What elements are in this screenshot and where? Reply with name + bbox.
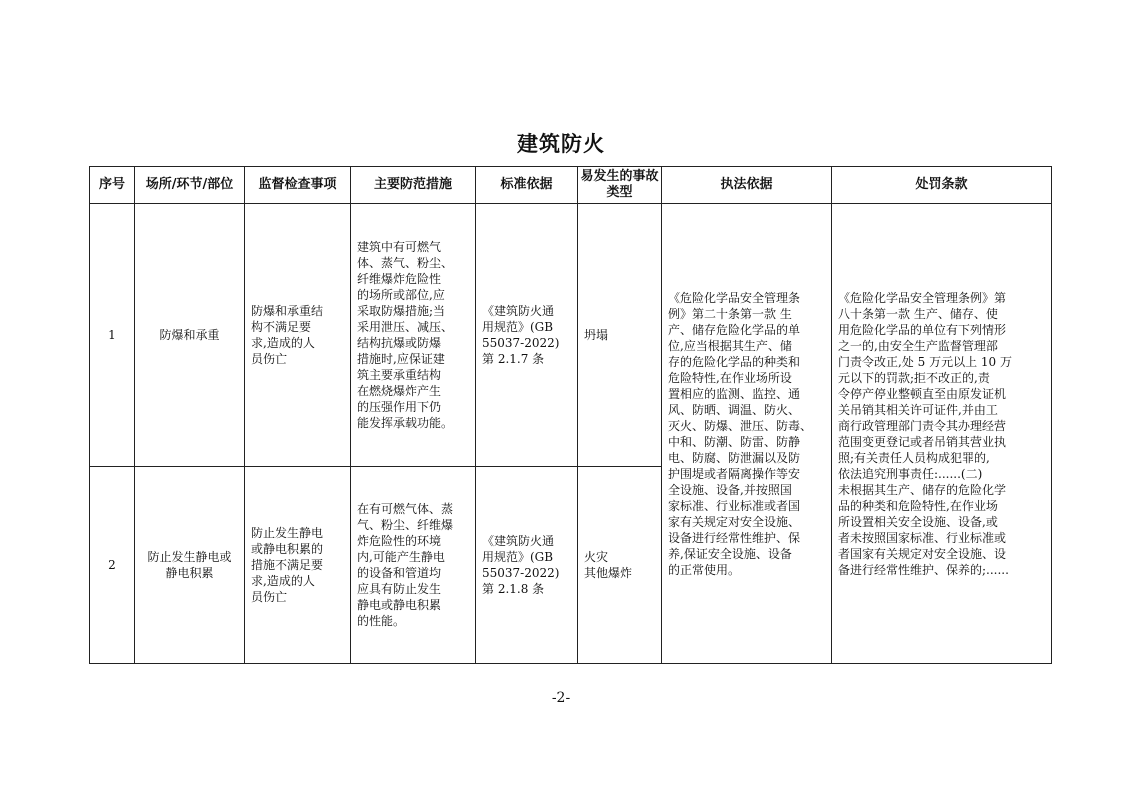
table-row — [90, 204, 1052, 467]
row-seq: 2 — [90, 467, 135, 664]
row-measures: 在有可燃气体、蒸 气、粉尘、纤维爆 炸危险性的环境 内,可能产生静电 的设备和管道均 应具有防止发生 静电或静电积累 的性能。 — [351, 467, 476, 664]
document-title: 建筑防火 — [517, 132, 605, 156]
row-accident-type: 坍塌 — [578, 204, 662, 467]
row-standard: 《建筑防火通 用规范》(GB 55037-2022) 第 2.1.7 条 — [476, 204, 578, 467]
row-seq: 1 — [90, 204, 135, 467]
legal-basis-cell: 《危险化学品安全管理条 例》第二十条第一款 生 产、储存危险化学品的单 位,应当根据其生产、储 存的危险化学品的种类和 危险特性,在作业场所设 置相应的监测、监控、通 风、防晒、调温、防火、 灭火、防爆、泄压、防毒、 中和、防潮、防雷、防静 电、防腐、防泄漏以及防 护围堤或者隔离操作等安 全设施、设备,并按照国 家标准、行业标准或者国 家有关规定对安全设施、 设备进行经常性维护、保 养,保证安全设施、设备 的正常使用。 — [662, 204, 832, 664]
header-seq: 序号 — [90, 167, 135, 204]
header-location: 场所/环节/部位 — [135, 167, 245, 204]
table-header-row — [90, 167, 1052, 204]
penalty-cell: 《危险化学品安全管理条例》第 八十条第一款 生产、储存、使 用危险化学品的单位有下列情形 之一的,由安全生产监督管理部 门责令改正,处 5 万元以上 10 万 元以下的罚款;拒不改正的,责 令停产停业整顿直至由原发证机 关吊销其相关许可证件,并由工 商行政管理部门责令其办理经营 范围变更登记或者吊销其营业执 照;有关责任人员构成犯罪的, 依法追究刑事责任:......(二) 未根据其生产、储存的危险化学 品的种类和危险特性,在作业场 所设置相关安全设施、设备,或 者未按照国家标准、行业标准或 者国家有关规定对安全设施、设 备进行经常性维护、保养的;...... — [832, 204, 1052, 664]
row-accident-type: 火灾 其他爆炸 — [578, 467, 662, 664]
row-standard: 《建筑防火通 用规范》(GB 55037-2022) 第 2.1.8 条 — [476, 467, 578, 664]
header-standard: 标准依据 — [476, 167, 578, 204]
header-penalty: 处罚条款 — [832, 167, 1052, 204]
row-location: 防止发生静电或 静电积累 — [135, 467, 245, 664]
fire-safety-table — [89, 166, 1052, 664]
row-inspection: 防止发生静电 或静电积累的 措施不满足要 求,造成的人 员伤亡 — [245, 467, 351, 664]
header-accident-type: 易发生的事故类型 — [578, 167, 662, 204]
page-number: -2- — [551, 690, 571, 706]
row-location: 防爆和承重 — [135, 204, 245, 467]
header-measures: 主要防范措施 — [351, 167, 476, 204]
row-measures: 建筑中有可燃气 体、蒸气、粉尘、 纤维爆炸危险性 的场所或部位,应 采取防爆措施;当 采用泄压、减压、 结构抗爆或防爆 措施时,应保证建 筑主要承重结构 在燃烧爆炸产生 的压强作用下仍 能发挥承载功能。 — [351, 204, 476, 467]
header-inspection: 监督检查事项 — [245, 167, 351, 204]
row-inspection: 防爆和承重结 构不满足要 求,造成的人 员伤亡 — [245, 204, 351, 467]
header-legal-basis: 执法依据 — [662, 167, 832, 204]
